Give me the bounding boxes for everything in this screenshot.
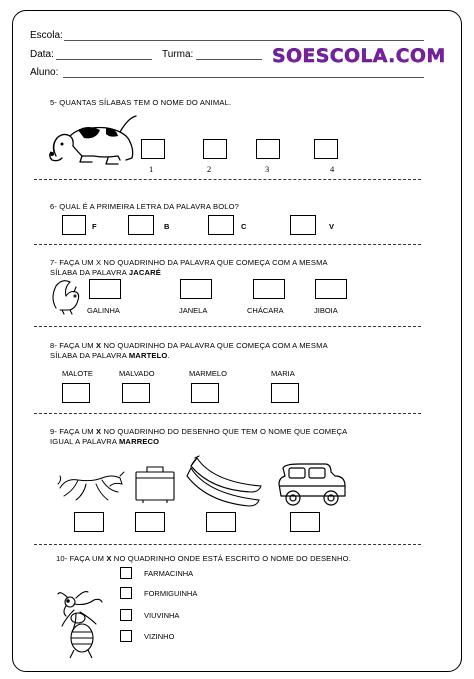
bananas-picture [185,452,265,510]
q10-text-b: NO QUADRINHO ONDE ESTÁ ESCRITO O NOME DO DESENHO. [111,554,351,563]
q9-box-car[interactable] [290,512,320,532]
q6-box-b[interactable] [128,215,154,235]
q8-box-malvado[interactable] [122,383,150,403]
q7-box-galinha[interactable] [89,279,121,299]
q9-line1 [50,427,347,436]
q10-text-a: 10- FAÇA UM [56,554,107,563]
q6-option-b: B [164,222,170,231]
q8-line1 [50,341,328,350]
q5-option-1: 1 [149,164,154,174]
q8-keyword: MARTELO [128,351,168,360]
q9-line2 [50,437,159,446]
q7-box-chacara[interactable] [253,279,285,299]
q9-line1-a: 9- FAÇA UM [50,427,96,436]
q8-option-maria: MARIA [271,369,295,378]
q5-box-1[interactable] [141,139,165,159]
q9-line1-b: NO QUADRINHO DO DESENHO QUE TEM O NOME QUE COMEÇA [101,427,348,436]
q8-line1-b: NO QUADRINHO DA PALAVRA QUE COMEÇA COM A MESMA [101,341,328,350]
separator-q5 [34,179,421,180]
q10-x: X [106,554,112,563]
turma-field[interactable] [196,59,262,60]
q9-box-suitcase[interactable] [135,512,165,532]
separator-q8 [34,413,421,414]
q5-option-3: 3 [265,164,270,174]
q6-option-f: F [92,222,97,231]
q5-box-4[interactable] [314,139,338,159]
q7-keyword: JACARÉ [128,268,161,277]
q5-box-3[interactable] [256,139,280,159]
separator-q9 [34,544,421,545]
suitcase-picture [133,464,177,504]
q8-box-malote[interactable] [62,383,90,403]
q7-option-janela: JANELA [179,306,208,315]
q7-line1: 7- FAÇA UM X NO QUADRINHO DA PALAVRA QUE COMEÇA COM A MESMA [50,258,328,267]
data-label: Data: [30,49,54,60]
q7-option-galinha: GALINHA [87,306,120,315]
turma-label: Turma: [162,49,194,60]
squirrel-picture [50,278,86,314]
q10-checkbox-formiguinha[interactable] [120,587,132,599]
q7-option-jiboia: JIBOIA [314,306,338,315]
aluno-field[interactable] [63,77,424,78]
dog-picture [48,112,140,172]
ant-picture [56,588,112,660]
q10-checkbox-vizinho[interactable] [120,630,132,642]
q10-option-viuvinha: VIUVINHA [144,611,180,620]
q8-option-malvado: MALVADO [119,369,155,378]
q7-option-chacara: CHÁCARA [247,306,284,315]
q7-line2 [50,268,161,277]
escola-label: Escola: [30,30,63,41]
q8-line2 [50,351,170,360]
q7-box-jiboia[interactable] [315,279,347,299]
q10-option-formiguinha: FORMIGUINHA [144,589,198,598]
q6-option-c: C [241,222,247,231]
q8-option-marmelo: MARMELO [189,369,227,378]
q6-box-v[interactable] [290,215,316,235]
q8-line2-prefix: SÍLABA DA PALAVRA [50,351,129,360]
q8-line1-a: 8- FAÇA UM [50,341,96,350]
q8-x: X [95,341,102,350]
horse-picture [56,466,126,502]
q8-line2-suffix: . [167,351,170,360]
data-field[interactable] [56,59,152,60]
q6-option-v: V [329,222,335,231]
q10-option-vizinho: VIZINHO [144,632,175,641]
q5-option-4: 4 [330,164,335,174]
q8-option-malote: MALOTE [62,369,93,378]
separator-q6 [34,244,421,245]
q5-text: 5- QUANTAS SÍLABAS TEM O NOME DO ANIMAL. [50,98,232,107]
q9-box-horse[interactable] [74,512,104,532]
q10-option-farmacinha: FARMACINHA [144,569,194,578]
separator-q7 [34,326,421,327]
q8-box-marmelo[interactable] [191,383,219,403]
aluno-label: Aluno: [30,67,59,78]
q10-checkbox-farmacinha[interactable] [120,567,132,579]
car-picture [275,462,351,510]
q6-box-c[interactable] [208,215,234,235]
soescola-logo: SOESCOLA.COM [272,45,446,67]
q9-keyword: MARRECO [118,437,160,446]
q5-box-2[interactable] [203,139,227,159]
q9-line2-prefix: IGUAL A PALAVRA [50,437,119,446]
q7-box-janela[interactable] [180,279,212,299]
q6-box-f[interactable] [62,215,86,235]
q8-box-maria[interactable] [271,383,299,403]
q6-text: 6- QUAL É A PRIMEIRA LETRA DA PALAVRA BOLO? [50,202,240,211]
q10-text [56,554,351,563]
q7-line2-prefix: SÍLABA DA PALAVRA [50,268,129,277]
q9-box-bananas[interactable] [206,512,236,532]
q9-x: X [95,427,102,436]
q5-option-2: 2 [207,164,212,174]
q10-checkbox-viuvinha[interactable] [120,609,132,621]
escola-field[interactable] [64,40,424,41]
